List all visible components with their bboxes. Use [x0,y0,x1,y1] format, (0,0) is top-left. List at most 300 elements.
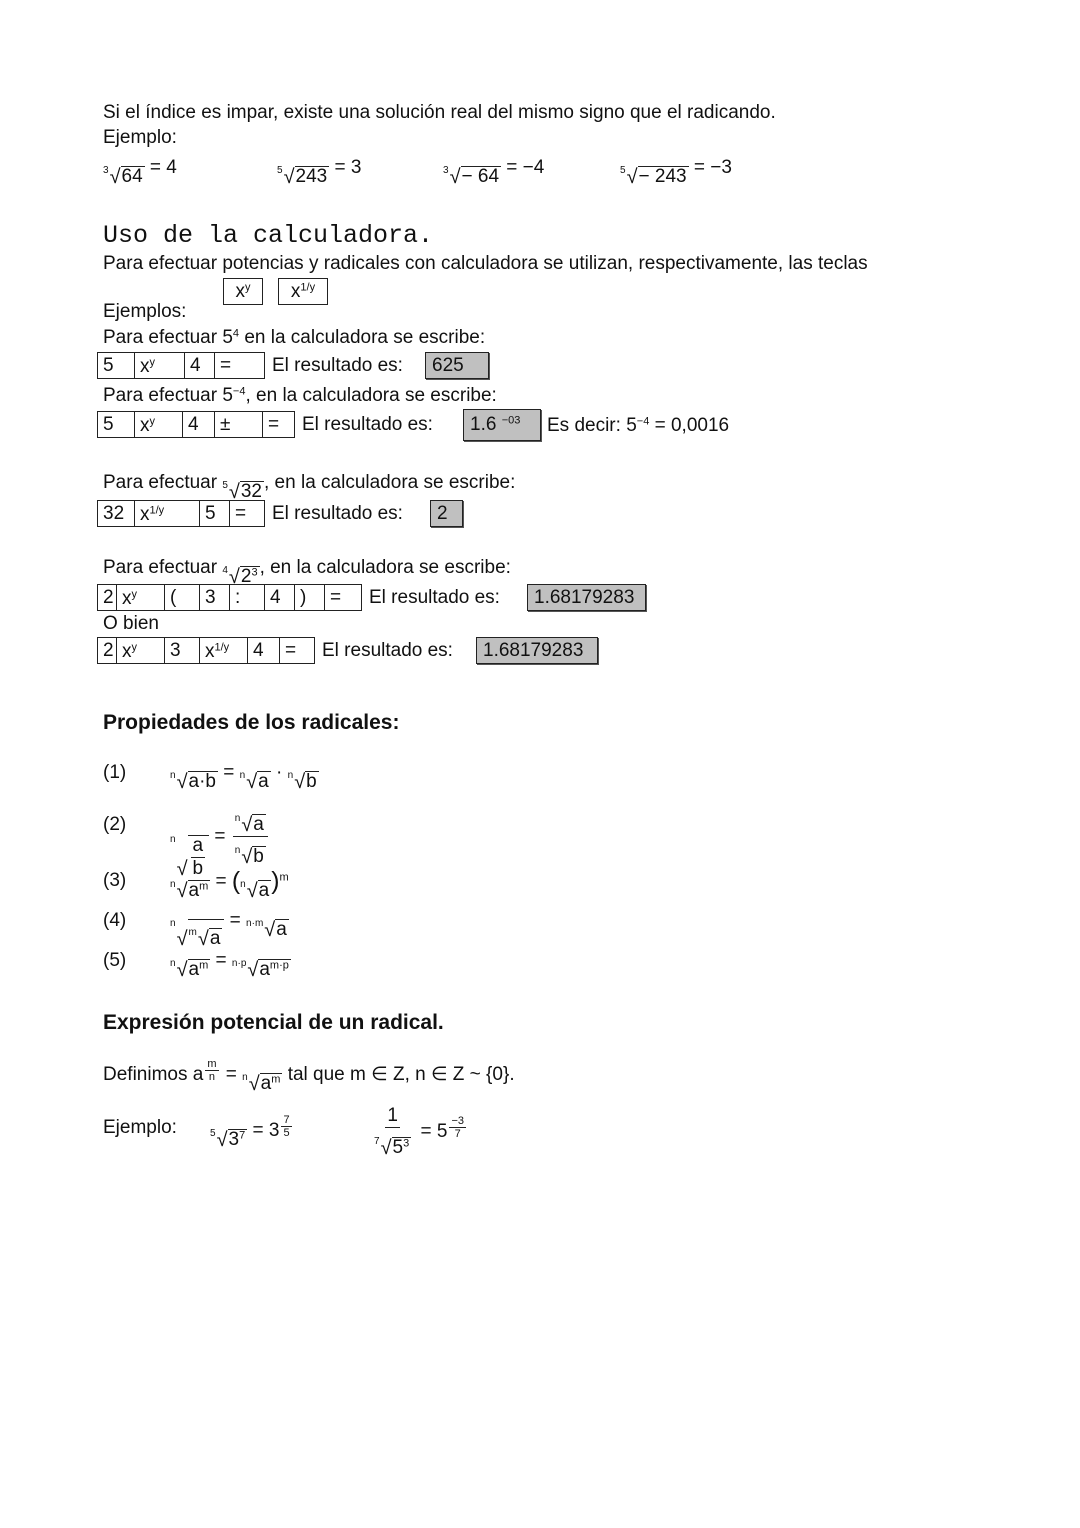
exponent [215,641,230,653]
exponent [132,641,138,653]
property-formula [170,950,291,981]
odd-root-example [103,157,177,188]
root-index: n [170,770,176,781]
text: · [270,762,288,783]
text: (3) [103,870,127,891]
text: −3 [451,1115,464,1128]
text: x [205,641,215,662]
property-formula [170,910,289,950]
calculator-key [183,411,215,438]
calculator-key [135,411,183,438]
exponent [447,1115,468,1141]
expression [291,281,315,302]
key-sequence [97,500,403,527]
radical [170,959,210,981]
text: 1.68179283 [534,587,635,608]
exponent [233,385,246,397]
power [222,385,245,406]
result-label: El resultado es: [272,503,403,524]
text: x [290,281,301,302]
text: = [330,587,342,608]
radical-sign: √ [294,770,306,793]
radical [103,166,145,188]
text: ( [170,587,177,608]
radical-sign: √ [176,958,188,981]
calculator-key [200,637,248,664]
exponent [502,414,521,426]
expression [370,1105,468,1159]
power [189,880,209,901]
key-sequence [97,411,433,438]
radical-sign: √ [449,165,461,188]
text: 64 [121,166,143,187]
text: = [220,1064,243,1086]
radical [240,880,271,902]
calculator-key [117,637,165,664]
radicand [188,771,218,793]
text: y [245,281,251,294]
radicand [252,814,266,836]
expression [103,557,511,588]
radical-sign: √ [176,857,188,880]
text: m [271,1073,281,1086]
text: x [122,641,132,662]
expression [170,813,270,880]
root-index: 5 [222,480,228,491]
text: = 0,0016 [649,415,730,436]
property-formula [170,806,270,880]
expression [189,959,209,980]
radicand [188,919,225,950]
exponent [132,588,138,600]
expression [103,762,126,783]
expression [122,641,137,662]
text: m [207,1058,217,1070]
root-index: n [240,879,246,890]
power-key [223,278,263,305]
calculator-key [230,584,265,611]
radical-sign: √ [109,165,121,188]
radical-sign: √ [176,927,188,950]
example-title [103,327,485,349]
root-index: n [234,844,241,856]
radical [232,959,291,981]
radicand [258,880,272,902]
fraction [233,806,268,868]
radical-sign: √ [626,165,638,188]
calculator-key [263,411,295,438]
exponent [150,504,165,516]
power [122,641,137,662]
text: Para efectuar [103,472,223,493]
text: a [259,959,270,980]
text: 2 [437,503,448,524]
expression [103,157,177,188]
key-sequence [97,637,453,664]
expression [189,834,208,879]
calculator-key [265,584,295,611]
text: : [235,587,241,608]
text: Propiedades de los radicales: [103,711,400,734]
calculator-key [135,500,200,527]
calculator-key [97,584,117,611]
example-label [103,1117,177,1139]
radical [210,1129,247,1151]
text: 5 [283,1127,290,1140]
expression [140,356,155,377]
expression [103,253,868,274]
expression [170,910,289,950]
expression [210,1114,294,1152]
fraction [205,1058,218,1084]
text: x [122,588,132,609]
root-index: n [170,879,176,890]
radicand [188,959,211,981]
expression [205,641,229,662]
radical [242,1073,282,1095]
radicand [392,1137,412,1159]
text: Expresión potencial de un radical. [103,1011,444,1034]
root-index: n [287,770,294,781]
text: Si el índice es impar, existe una solución real del mismo signo que el radicando. [103,102,776,123]
text: x [140,504,150,525]
radical-sign: √ [241,813,253,836]
radicand [209,928,223,950]
calculator-key [97,411,135,438]
text: Definimos [103,1064,193,1086]
root-index: 3 [103,165,109,176]
radicand [252,846,266,868]
text: y [149,356,155,369]
power [189,959,209,980]
example-title [103,472,515,503]
text: = [285,640,297,661]
text: Ejemplo: [103,1117,177,1138]
text: m [199,880,209,893]
text: 1.6 [470,414,502,435]
root-index: n·m [246,918,264,929]
property-formula [170,762,319,793]
text: y [131,641,137,654]
power [205,641,229,662]
text: a [258,771,269,792]
numerator [233,806,268,837]
potential-example [210,1114,294,1151]
text: Para efectuar potencias y radicales con calculadora se utilizan, respectivamente, las teclas [103,253,868,274]
text: en la calculadora se escribe: [239,327,486,348]
expression [234,805,266,836]
text: 2 [103,587,114,608]
text: Para efectuar [103,327,223,348]
expression [103,1011,444,1034]
text: b [306,771,317,792]
property-number [103,910,126,932]
text: tal que m ∈ Z, n ∈ Z ~ {0}. [282,1064,515,1086]
alternative-label [103,613,159,635]
text: m [279,871,289,884]
radical-sign: √ [246,879,258,902]
text: 3 [170,640,181,661]
radicand [258,959,291,981]
calculator-key [97,637,117,664]
text: a [276,919,287,940]
text: 7 [454,1128,461,1141]
expression [447,1115,468,1141]
result-display [463,409,541,441]
radical [170,771,218,793]
text: 2 [103,640,114,661]
radical [620,166,689,188]
expression [140,415,155,436]
text: Ejemplo: [103,127,177,148]
root-index: 5 [620,165,626,176]
text: = 4 [144,157,177,178]
radical [443,166,501,188]
text: x [235,281,245,302]
expression [103,127,177,148]
calculator-key [165,584,200,611]
radicand [305,771,319,793]
text: m [199,959,209,972]
text: −4 [636,415,650,428]
expression [620,157,732,188]
result-label: El resultado es: [369,587,500,608]
power [231,868,289,902]
expression [103,711,399,734]
numerator [449,1115,466,1128]
text: (1) [103,762,127,783]
text: = [268,414,280,435]
exponent [203,1058,220,1084]
expression [261,1073,281,1094]
text: a [258,880,270,901]
expression [240,871,271,902]
text: 4 [190,355,201,376]
text: 4 [188,414,199,435]
examples-label [103,301,186,323]
text: = [210,871,232,892]
text: 1.68179283 [483,640,584,661]
radicand [188,880,211,902]
text: 1/y [300,281,316,294]
expression [534,587,634,608]
text: 5 [392,1136,404,1158]
text: , en la calculadora se escribe: [245,385,497,406]
text: a [192,834,204,856]
calculator-key [200,584,230,611]
radical [240,771,271,793]
exponent [199,880,208,892]
text: a [209,928,221,949]
result-label: El resultado es: [302,414,433,435]
root-index: 5 [210,1128,216,1140]
radical-sign: √ [283,165,295,188]
odd-root-example [277,157,361,188]
root-index: 7 [374,1135,380,1147]
text: 32 [103,503,125,524]
odd-root-example [620,157,732,188]
expression [374,1128,411,1159]
power [122,588,137,609]
key-sequence [97,352,403,379]
expression [122,588,137,609]
text: ± [220,414,231,435]
expression [103,472,516,503]
intro-text [103,102,776,124]
text: 7 [283,1114,290,1126]
property-formula [170,870,289,902]
text: 3 [268,1120,280,1142]
text: 5 [205,503,216,524]
power [470,414,520,435]
expression [103,613,159,634]
text: = 3 [329,157,362,178]
text: (5) [103,950,127,971]
expression [103,301,186,322]
text: Para efectuar [103,385,223,406]
text: 5 [626,415,637,436]
expression [103,385,497,406]
radicand [260,1073,283,1095]
radical-sign: √ [176,879,188,902]
section-heading-potential [103,1012,444,1034]
calculator-key [215,411,263,438]
result-label: El resultado es: [322,640,453,661]
power [192,1058,221,1086]
text: = [415,1121,437,1143]
exponent [251,566,257,578]
radical [235,846,266,868]
numerator [281,1114,291,1127]
root-index: 3 [443,165,449,176]
result-display [430,500,463,527]
expression [103,870,126,891]
left-paren: ( [231,868,241,895]
text: 1 [387,1105,398,1126]
radical [374,1137,411,1159]
root-index: n [234,813,241,824]
text: 2 [240,566,252,587]
text: 5 [103,414,114,435]
root-index: n [170,918,176,929]
radical-sign: √ [247,958,259,981]
expression [259,959,289,980]
exponent [199,959,208,971]
right-paren: ) [271,868,280,895]
calculator-key [117,584,165,611]
expression [470,414,520,435]
expression [188,919,223,950]
root-index: n [170,958,176,969]
text: 5 [222,327,233,348]
text: m·p [269,959,289,972]
calculator-intro [103,253,868,275]
equivalence-note [547,415,729,437]
text: ) [300,587,307,608]
text: 32 [240,481,262,502]
text: x [140,415,150,436]
power [626,415,649,436]
text: 7 [239,1129,246,1142]
text: b [192,857,204,879]
text: n [208,1071,215,1084]
denominator [372,1128,413,1159]
calculator-key [280,637,315,664]
text: = [210,950,232,971]
calculator-key [215,352,265,379]
power [229,1129,246,1150]
expression [103,102,776,123]
power [140,356,155,377]
power [222,327,239,348]
exponent [239,1130,245,1142]
exponent [150,356,156,368]
text: = [217,762,240,783]
radical-sign: √ [228,480,240,503]
result-display [425,352,489,379]
text: 3 [205,587,216,608]
radicand [295,166,330,188]
power [140,504,164,525]
text: 5 [103,355,114,376]
text: Para efectuar [103,557,223,578]
radical [235,814,266,836]
expression [170,950,291,981]
expression [103,814,126,835]
expression [140,504,164,525]
expression [229,1129,246,1150]
property-number [103,814,126,836]
text: Uso de la calculadora. [103,221,434,250]
text: 1/y [214,641,230,654]
exponent [150,415,156,427]
text: 1/y [149,504,165,517]
text: − 64 [461,166,500,187]
text: b [253,845,264,867]
expression [443,157,545,188]
numerator [191,836,206,858]
radical [288,771,319,793]
calculator-key [248,637,280,664]
potential-example [370,1106,468,1159]
radical-sign: √ [197,927,209,950]
text: a [192,1064,204,1086]
property-number [103,950,126,972]
radical-sign: √ [246,770,258,793]
radicand [461,166,502,188]
root-index: n [242,1072,248,1084]
radical-sign: √ [176,770,188,793]
text: −03 [501,414,521,427]
text: a·b [188,771,216,792]
fraction [449,1115,466,1141]
text: = −3 [688,157,732,178]
expression [189,880,209,901]
root-index: 5 [277,165,283,176]
calculator-key [200,500,230,527]
text: Es decir: [547,415,627,436]
numerator [205,1058,218,1071]
calculator-key [230,500,265,527]
power [236,281,251,302]
text: 4 [232,327,240,340]
result-label: El resultado es: [272,355,403,376]
power [291,281,315,302]
root-index: n [239,770,246,781]
text: 3 [228,1129,240,1151]
exponent [271,1074,280,1086]
expression [231,868,280,902]
